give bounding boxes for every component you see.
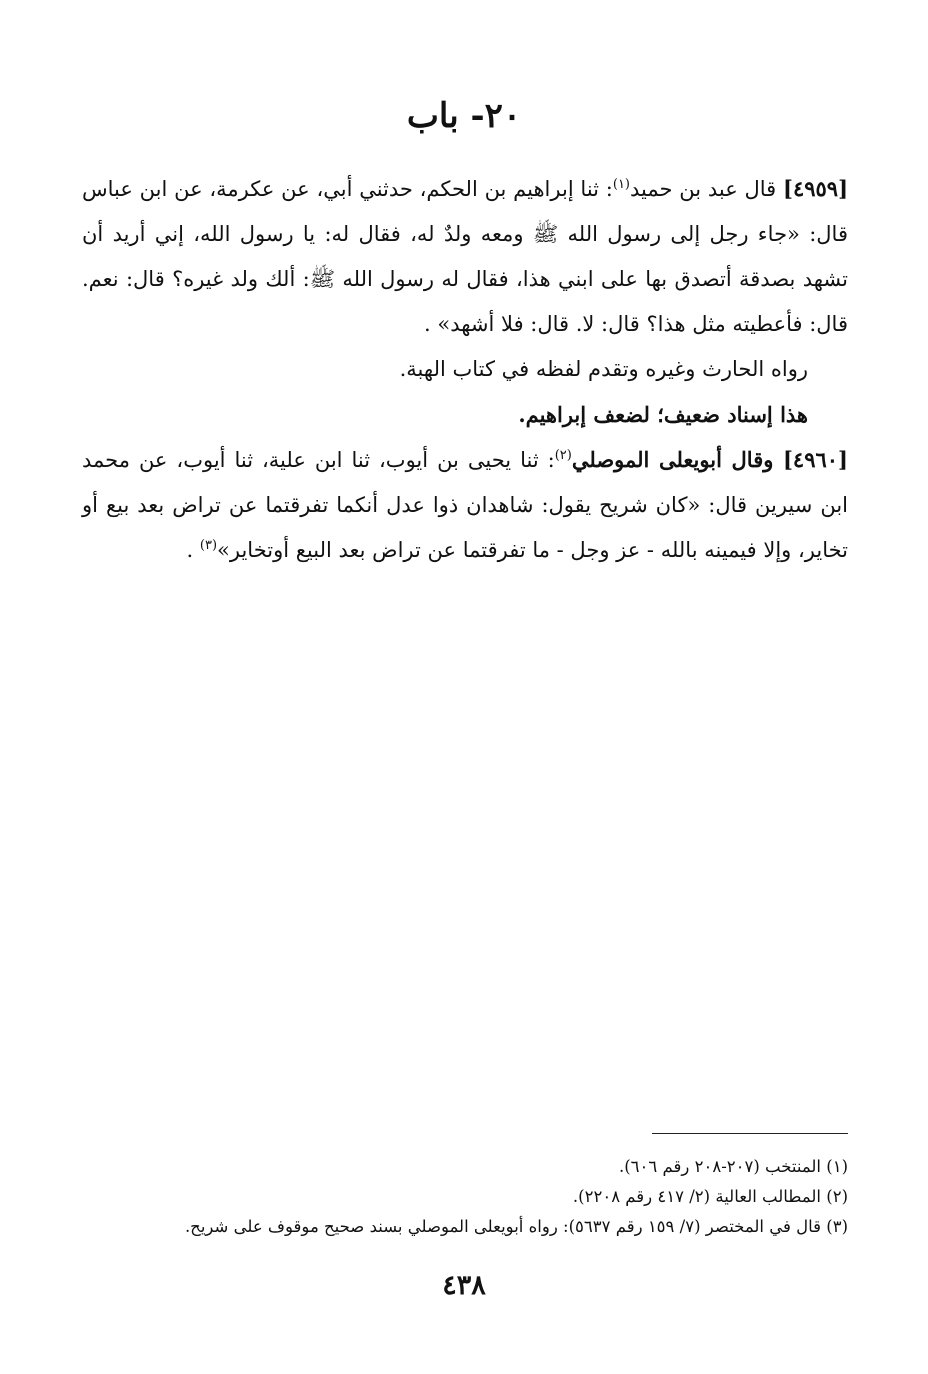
hadith-entry-4960 bbox=[82, 437, 848, 573]
entry-text: : ثنا يحيى بن أيوب، ثنا ابن علية، ثنا أيوب، عن محمد ابن سيرين قال: «كان شريح يقول: شاهدان ذوا عدل أنكما تفرقتما عن تراض بعد بيع أو تخاير، وإلا فيمينه بالله - عز وجل - ما تفرقتما عن تراض بعد البيع أوتخاير» bbox=[82, 448, 848, 562]
footnote-3: (٣) قال في المختصر (٧/ ١٥٩ رقم ٥٦٣٧): رواه أبويعلى الموصلي بسند صحيح موقوف على شريح. bbox=[184, 1217, 848, 1236]
footnote-2: (٢) المطالب العالية (٢/ ٤١٧ رقم ٢٢٠٨). bbox=[572, 1187, 848, 1206]
footnote-ref: (٢) bbox=[554, 448, 572, 463]
chapter-title: ٢٠- باب bbox=[406, 96, 522, 136]
footnotes bbox=[82, 1152, 848, 1242]
footnote-ref: (٣) bbox=[199, 538, 218, 553]
entry-text: : ثنا إبراهيم بن الحكم، حدثني أبي، عن عكرمة، عن ابن عباس قال: «جاء رجل إلى رسول الله ﷺ ومعه ولدٌ له، فقال له: يا رسول الله، إني أريد أن تشهد بصدقة أتصدق بها على ابني هذا، فقال له رسول الله ﷺ: ألك ولد غيره؟ قال: نعم. قال: فأعطيته مثل هذا؟ قال: لا. قال: فلا أشهد» . bbox=[82, 177, 848, 336]
entry-lead: قال عبد بن حميد bbox=[630, 177, 783, 201]
hadith-entry-4959 bbox=[82, 166, 848, 347]
footnote-1: (١) المنتخب (٢٠٧-٢٠٨ رقم ٦٠٦). bbox=[618, 1157, 848, 1176]
isnad-verdict: هذا إسناد ضعيف؛ لضعف إبراهيم. bbox=[518, 402, 808, 427]
footnote-ref: (١) bbox=[612, 177, 630, 192]
hadith-number: [٤٩٥٩] bbox=[783, 176, 848, 201]
entry-lead: وقال أبويعلى الموصلي bbox=[571, 447, 783, 472]
entry-tail: . bbox=[186, 538, 200, 562]
hadith-number: [٤٩٦٠] bbox=[782, 447, 848, 472]
narration-note: رواه الحارث وغيره وتقدم لفظه في كتاب الهبة. bbox=[399, 357, 808, 381]
main-text bbox=[82, 166, 848, 573]
page-number: ٤٣٨ bbox=[442, 1270, 486, 1301]
footnote-divider bbox=[652, 1133, 848, 1134]
